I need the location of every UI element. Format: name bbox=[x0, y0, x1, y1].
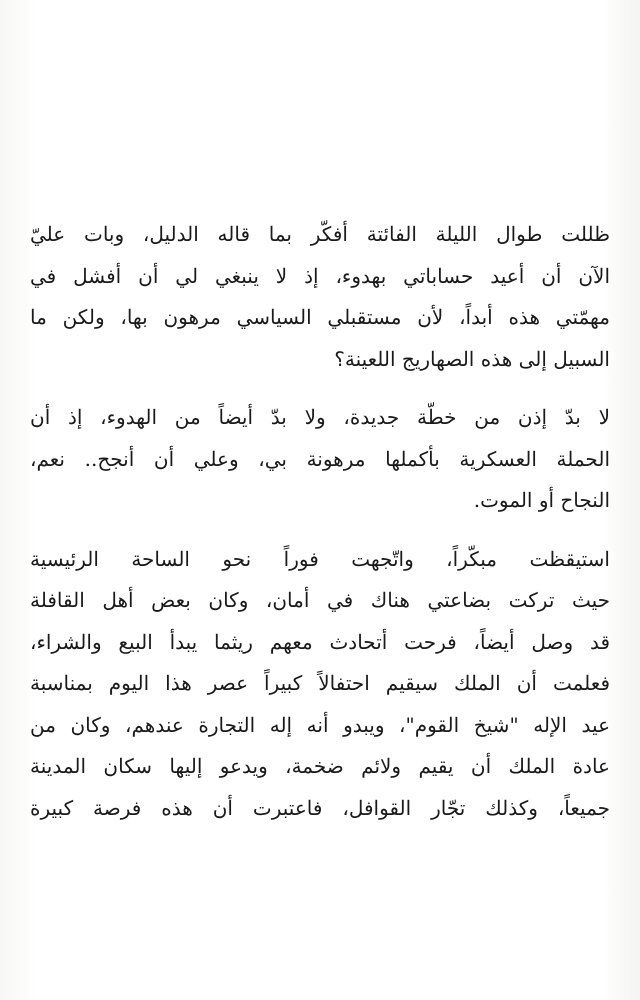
text-line: فعلمت أن الملك سيقيم احتفالاً كبيراً عصر هذا اليوم بمناسبة bbox=[30, 671, 610, 695]
text-line: الحملة العسكرية بأكملها مرهونة بي، وعلي أن أنجح.. نعم، bbox=[30, 446, 610, 471]
text-line: استيقظت مبكّراً، واتّجهت فوراً نحو الساحة الرئيسية bbox=[30, 546, 610, 571]
text-line: النجاح أو الموت. bbox=[473, 488, 610, 512]
text-line: لا بدّ إذن من خطّة جديدة، ولا بدّ أيضاً من الهدوء، إذ أن bbox=[30, 405, 610, 429]
text-line: الآن أن أعيد حساباتي بهدوء، إذ لا ينبغي لي أن أفشل في bbox=[30, 263, 610, 288]
text-line: عادة الملك أن يقيم ولائم ضخمة، ويدعو إليها سكان المدينة bbox=[30, 754, 610, 778]
body-text bbox=[30, 214, 610, 829]
paragraph-3 bbox=[30, 539, 610, 830]
text-line: حيث تركت بضاعتي هناك في أمان، وكان بعض أهل القافلة bbox=[30, 588, 610, 612]
text-line: جميعاً، وكذلك تجّار القوافل، فاعتبرت أن هذه فرصة كبيرة bbox=[30, 795, 610, 820]
paragraph-2 bbox=[30, 397, 610, 522]
text-line: مهمّتي هذه أبداً، لأن مستقبلي السياسي مرهون بها، ولكن ما bbox=[30, 305, 610, 329]
text-line: قد وصل أيضاً، فرحت أتحادث معهم ريثما يبدأ البيع والشراء، bbox=[30, 629, 610, 654]
text-line: السبيل إلى هذه الصهاريج اللعينة؟ bbox=[334, 346, 610, 371]
text-line: ظللت طوال الليلة الفائتة أفكّر بما قاله الدليل، وبات عليّ bbox=[30, 222, 610, 246]
paragraph-spacer bbox=[30, 522, 610, 539]
paragraph-spacer bbox=[30, 380, 610, 397]
text-line: عيد الإله "شيخ القوم"، ويبدو أنه إله التجارة عندهم، وكان من bbox=[30, 712, 610, 737]
paragraph-1 bbox=[30, 214, 610, 380]
